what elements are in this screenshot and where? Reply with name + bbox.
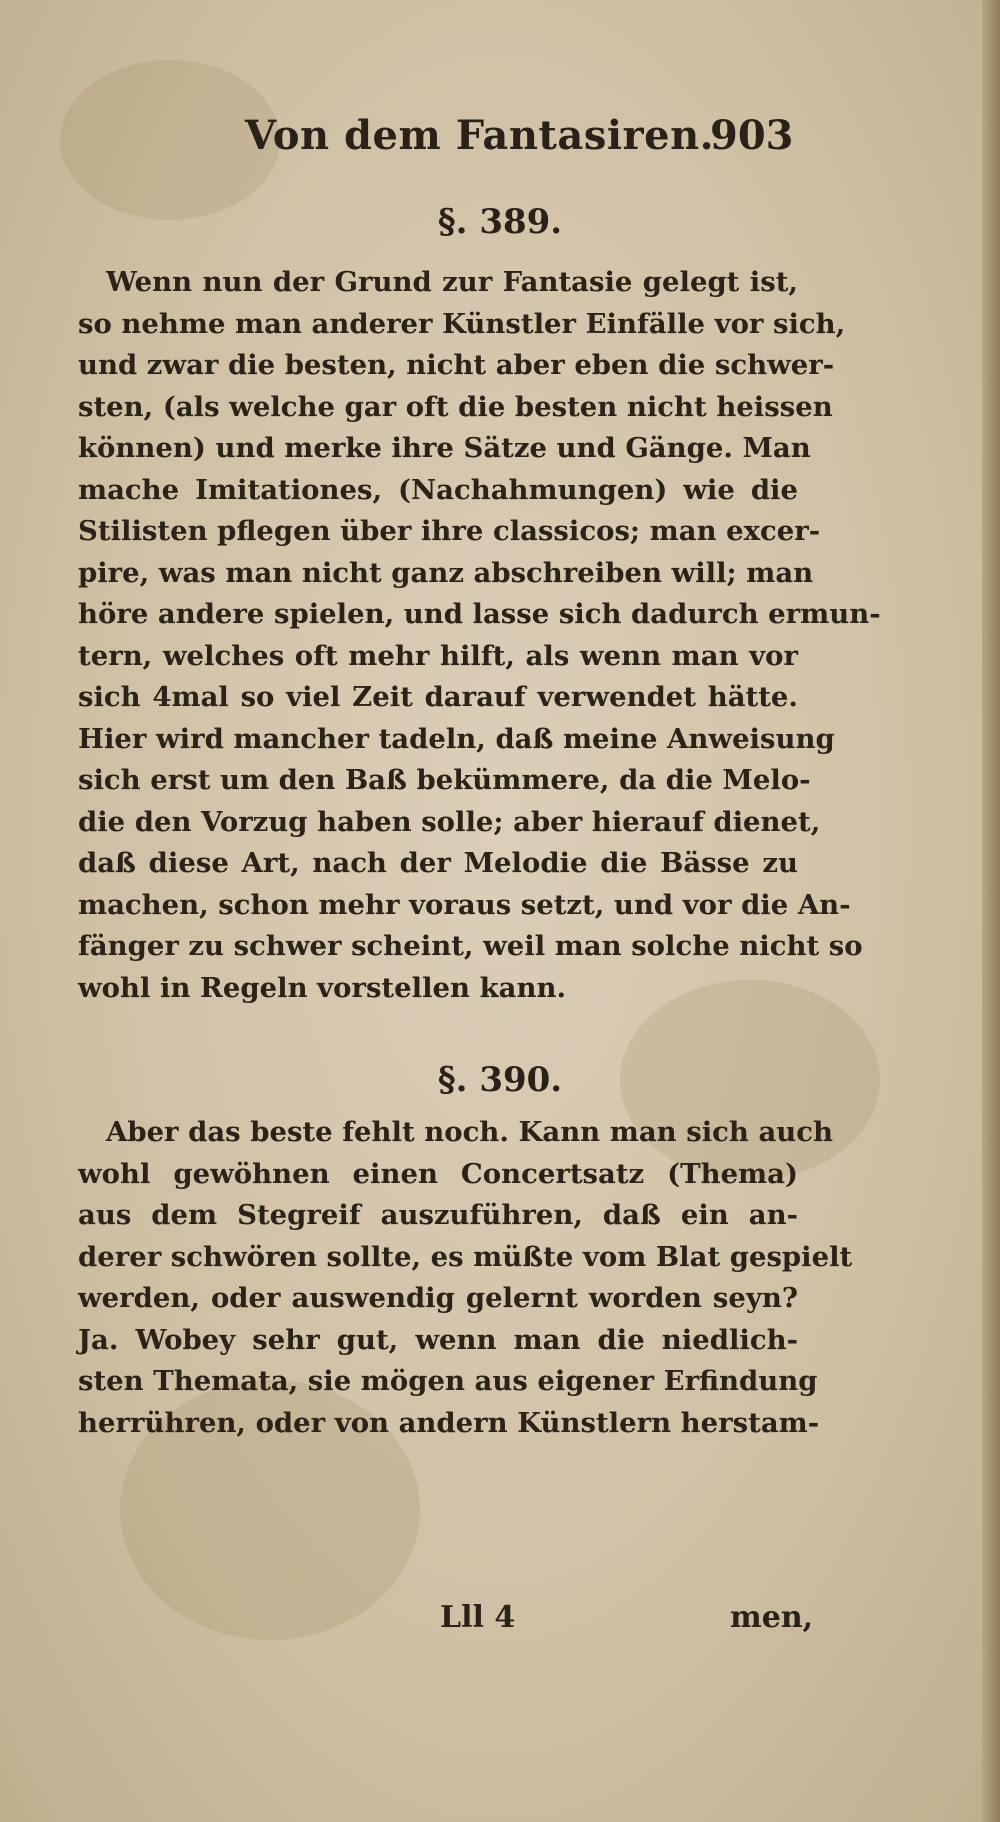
paragraph-389 <box>78 262 881 1009</box>
text-line: sten, (als welche gar oft die besten nicht heissen <box>78 390 833 423</box>
text-line: so nehme man anderer Künstler Einfälle vor sich, <box>78 307 846 340</box>
text-line: pire, was man nicht ganz abschreiben will; man <box>78 556 814 589</box>
text-line: Stilisten pflegen über ihre classicos; man excer- <box>78 515 821 547</box>
text-line: Hier wird mancher tadeln, daß meine Anweisung <box>78 722 835 755</box>
page-number: 903 <box>710 112 794 159</box>
paragraph-390 <box>78 1112 853 1444</box>
text-line: sten Themata, sie mögen aus eigener Erfindung <box>78 1365 818 1397</box>
text-line: Wenn nun der Grund zur Fantasie gelegt ist, <box>106 266 798 298</box>
catchword: men, <box>730 1600 814 1635</box>
text-line: werden, oder auswendig gelernt worden seyn? <box>78 1282 798 1314</box>
text-line: daß diese Art, nach der Melodie die Bässe zu <box>78 847 798 879</box>
text-line: Ja. Wobey sehr gut, wenn man die niedlich- <box>78 1323 798 1356</box>
page-edge-shadow <box>982 0 1000 1822</box>
text-line: mache Imitationes, (Nachahmungen) wie die <box>78 473 798 506</box>
text-line: machen, schon mehr voraus setzt, und vor die An- <box>78 888 851 921</box>
text-line: können) und merke ihre Sätze und Gänge. Man <box>78 432 811 464</box>
text-line: aus dem Stegreif auszuführen, daß ein an- <box>78 1199 798 1231</box>
text-line: sich erst um den Baß bekümmere, da die Melo- <box>78 764 811 796</box>
text-line: wohl in Regeln vorstellen kann. <box>78 971 567 1004</box>
text-line: die den Vorzug haben solle; aber hierauf dienet, <box>78 805 821 838</box>
text-line: höre andere spielen, und lasse sich dadurch ermun- <box>78 598 881 630</box>
running-head-title: Von dem Fantasiren. <box>245 112 715 159</box>
section-heading-390: §. 390. <box>437 1060 563 1100</box>
text-line: Aber das beste fehlt noch. Kann man sich auch <box>106 1116 834 1148</box>
text-line: herrühren, oder von andern Künstlern herstam- <box>78 1406 820 1439</box>
text-line: derer schwören sollte, es müßte vom Blat gespielt <box>78 1240 853 1273</box>
text-line: fänger zu schwer scheint, weil man solche nicht so <box>78 930 863 962</box>
text-line: tern, welches oft mehr hilft, als wenn man vor <box>78 639 798 672</box>
signature-mark: Lll 4 <box>440 1600 516 1635</box>
section-heading-389: §. 389. <box>437 202 563 242</box>
text-line: und zwar die besten, nicht aber eben die schwer- <box>78 349 835 381</box>
running-head <box>0 112 1000 172</box>
text-line: sich 4mal so viel Zeit darauf verwendet hätte. <box>78 681 798 713</box>
text-line: wohl gewöhnen einen Concertsatz (Thema) <box>78 1157 798 1190</box>
